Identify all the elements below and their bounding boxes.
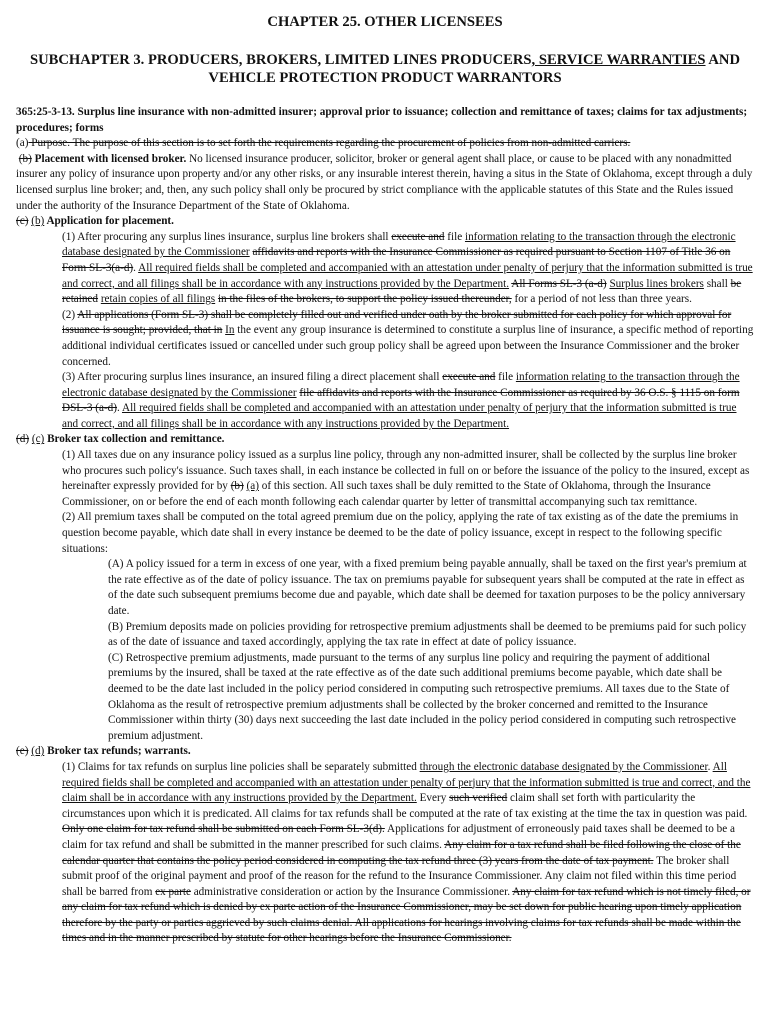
subchapter-title-part2: AND VEHICLE PROTECTION PRODUCT WARRANTORS: [208, 52, 740, 86]
text-run: file: [495, 371, 516, 384]
deleted-text: execute and: [391, 230, 445, 243]
subsection-a-deleted-text: Purpose. The purpose of this section is to set forth the requirements regarding the procurement of policies from non-admitted carriers.: [28, 137, 631, 150]
text-run: .: [133, 261, 139, 274]
paragraph-e1: [16, 760, 754, 947]
subsection-c-deleted-label: (c): [16, 215, 29, 228]
inserted-text: All required fields shall be completed and accompanied with an attestation under penalty of perjury that the information submitted is true and correct, and all filings shall be in accordance with any instructions provided by the Department.: [62, 402, 737, 430]
deleted-text: (b): [230, 480, 244, 493]
deleted-text: file affidavits and reports with the Insurance Commissioner as required by 36 O.S. § 1115 on form DSL-3 (a-d): [62, 386, 740, 415]
inserted-text: Surplus lines brokers: [609, 277, 704, 290]
inserted-text: All required fields shall be completed and accompanied with an attestation under penalty of perjury that the information submitted is true and correct, and all filings shall be in accordance with any instructions provided by the Department.: [62, 261, 753, 290]
subsection-e-inserted-label: (d): [31, 745, 45, 758]
deleted-text: Any claim for a tax refund shall be filed following the close of the calendar quarter that contains the policy period considered in computing the tax refund three (3) years from the date of tax payment.: [62, 838, 741, 867]
subsection-d-deleted-label: (d): [16, 433, 30, 446]
text-run: the event any group insurance is determined to constitute a surplus line of insurance, a specific method of reporting additional individual certificates issued or cancelled under such group policy shall be agreed upon between the Insurance Commissioner and the broker concerned.: [62, 324, 754, 368]
inserted-text: information relating to the transaction through the electronic database designated by the Commissioner: [62, 371, 740, 399]
subsection-d-heading: Broker tax collection and remittance.: [44, 433, 225, 446]
paragraph-d2: (2) All premium taxes shall be computed on the total agreed premium due on the policy, applying the rate of tax existing as of the date the premiums in question become payable, which date shall in every instance be deemed to be the date of policy issuance, except in respect to the following specific situations:: [62, 511, 739, 555]
inserted-text: information relating to the transaction through the electronic database designated by the Commissioner: [62, 230, 736, 259]
deleted-text: in the files of the brokers, to support the policy issued thereunder,: [217, 293, 512, 306]
subsection-b-heading: Placement with licensed broker.: [34, 152, 187, 165]
subsection-c-heading-line: [16, 214, 754, 230]
text-run: of this section. All such taxes shall be duly remitted to the State of Oklahoma, through the Insurance Commissioner, on or before the end of each month following each calendar quarter by letter of transmittal accompanying such tax remittance.: [62, 480, 711, 508]
text-run: (1) All taxes due on any insurance policy issued as a surplus line policy, through any non-admitted insurer, shall be collected by the surplus line broker who procures such policy's issuance. Such taxes shall, in each instance be collected in full on or before the issuance of the policy to the insured, except as hereinafter expressly provided for by: [62, 449, 750, 493]
paragraph-d2-A: (A) A policy issued for a term in excess of one year, with a fixed premium being payable annually, shall be taxed on the first year's premium at the rate effective as of the date of policy issuance. The tax on premiums payable for subsequent years shall be computed at the rate in effect as of the date such subsequent premiums become due and payable, which date shall be deemed for taxation purposes to be the policy anniversary date.: [108, 558, 747, 617]
text-run: The broker shall submit proof of the original payment and proof of the reason for the refund to the Insurance Commissioner. Any claim not filed within this time period shall be barred from: [62, 854, 737, 898]
text-run: .: [707, 760, 713, 773]
text-run: .: [117, 402, 122, 415]
deleted-text: Only one claim for tax refund shall be submitted on each Form SL-3(d).: [62, 823, 385, 836]
subsection-d-inserted-label: (c): [31, 433, 45, 446]
paragraph-d2-C: (C) Retrospective premium adjustments, made pursuant to the terms of any surplus line policy and requiring the payment of additional premiums by the insured, shall be taxed at the rate effective as of the date such additional premiums become payable, which date shall be deemed to be the date last included in the policy period considered in computing such retrospective premiums. All taxes due to the State of Oklahoma as the result of retrospective premium adjustments shall be collected by the broker concerned and remitted to the Insurance Commissioner within thirty (30) days next succeeding the last date included in the policy period considered in computing such retrospective premium adjustment.: [108, 651, 736, 742]
text-run: for a period of not less than three years.: [511, 293, 692, 306]
subsection-c-inserted-label: (b): [31, 215, 45, 228]
text-run: (1) Claims for tax refunds on surplus line policies shall be separately submitted: [62, 760, 420, 773]
text-run: administrative consideration or action by the Insurance Commissioner.: [190, 885, 513, 898]
paragraph-c2: [16, 308, 754, 370]
deleted-text: ex parte: [155, 885, 191, 898]
deleted-text: such verified: [449, 792, 508, 805]
subsection-d-heading-line: [16, 432, 754, 448]
paragraph-d1: [16, 448, 754, 510]
deleted-text: execute and: [442, 371, 496, 384]
inserted-text: retain copies of all filings: [100, 293, 216, 306]
inserted-text: (a): [246, 480, 259, 493]
subchapter-inserted-text: , SERVICE WARRANTIES: [531, 52, 706, 68]
subsection-b: [16, 152, 754, 214]
inserted-text: All required fields shall be completed and accompanied with an attestation under penalty of perjury that the information submitted is true and correct, and the claim shall be in accordance with any instructions provided by the Department.: [62, 760, 751, 805]
text-run: (1) After procuring any surplus lines insurance, surplus line brokers shall: [62, 230, 392, 243]
subsection-a: [16, 136, 754, 152]
text-run: shall: [703, 277, 731, 290]
deleted-text: be retained: [62, 277, 742, 306]
subsection-e-heading: Broker tax refunds; warrants.: [44, 745, 191, 758]
paragraph-d2-B: (B) Premium deposits made on policies providing for retrospective premium adjustments shall be deemed to be premiums paid for such policy as of the date of issuance and taxed accordingly, applying the tax rate in effect at date of policy issuance.: [108, 620, 747, 649]
paragraph-c1: [16, 230, 754, 308]
text-run: Every: [416, 792, 450, 805]
deleted-text: All applications (Form SL-3) shall be completely filled out and verified under oath by the broker submitted for each policy for which approval for issuance is sought; provided, that in: [62, 308, 732, 337]
subchapter-title: [16, 51, 754, 87]
subchapter-title-part1: SUBCHAPTER 3. PRODUCERS, BROKERS, LIMITED LINES PRODUCERS: [30, 52, 532, 68]
subsection-b-deleted-label: (b): [18, 152, 32, 165]
subsection-e-heading-line: [16, 744, 754, 760]
deleted-text: Any claim for tax refund which is not timely filed, or any claim for tax refund which is denied by ex parte action of the Insurance Commissioner, may be set down for public hearing upon timely application therefore by the party or parties aggrieved by such claims denial. All applications for hearings involving claims for tax refunds shall be made within the times and in the manner prescribed by statute for other hearings before the Insurance Commissioner.: [62, 885, 751, 945]
text-run: file: [444, 230, 465, 243]
chapter-title: CHAPTER 25. OTHER LICENSEES: [267, 14, 503, 30]
subsection-a-label: (a): [16, 137, 29, 150]
subsection-e-deleted-label: (e): [16, 745, 29, 758]
inserted-text: In: [225, 324, 235, 337]
text-run: (2): [62, 308, 78, 321]
text-run: (3) After procuring surplus lines insurance, an insured filing a direct placement shall: [62, 371, 443, 384]
deleted-text: affidavits and reports with the Insurance Commissioner as required pursuant to Section 1107 of Title 36 on Form SL-3(a-d): [62, 246, 731, 274]
subsection-c-heading: Application for placement.: [44, 215, 174, 228]
subsection-b-text: No licensed insurance producer, solicitor, broker or general agent shall place, or cause to be placed with any nonadmitted insurer any policy of insurance upon property and/or any other risks, or any insurable interest therein, having a situs in the State of Oklahoma, except through a duly licensed surplus line broker; and, then, any such policy shall only be procured by strict compliance with the applicable statutes of this State and the Rules issued under the authority of the Insurance Department of the State of Oklahoma.: [16, 152, 753, 212]
deleted-text: All Forms SL-3 (a-d): [511, 277, 607, 290]
inserted-text: through the electronic database designated by the Commissioner: [419, 760, 708, 773]
text-run: Applications for adjustment of erroneously paid taxes shall be deemed to be a claim for tax refund and shall be submitted in the manner prescribed for such claims.: [62, 823, 735, 851]
section-heading: 365:25-3-13. Surplus line insurance with non-admitted insurer; approval prior to issuance; collection and remittance of taxes; claims for tax adjustments; procedures; forms: [16, 106, 748, 134]
text-run: claim shall set forth with particularity the circumstances upon which it is predicated. All claims for tax refunds shall be computed at the rate of tax existing at the time the tax in question was paid.: [62, 792, 748, 820]
paragraph-c3: [16, 370, 754, 432]
